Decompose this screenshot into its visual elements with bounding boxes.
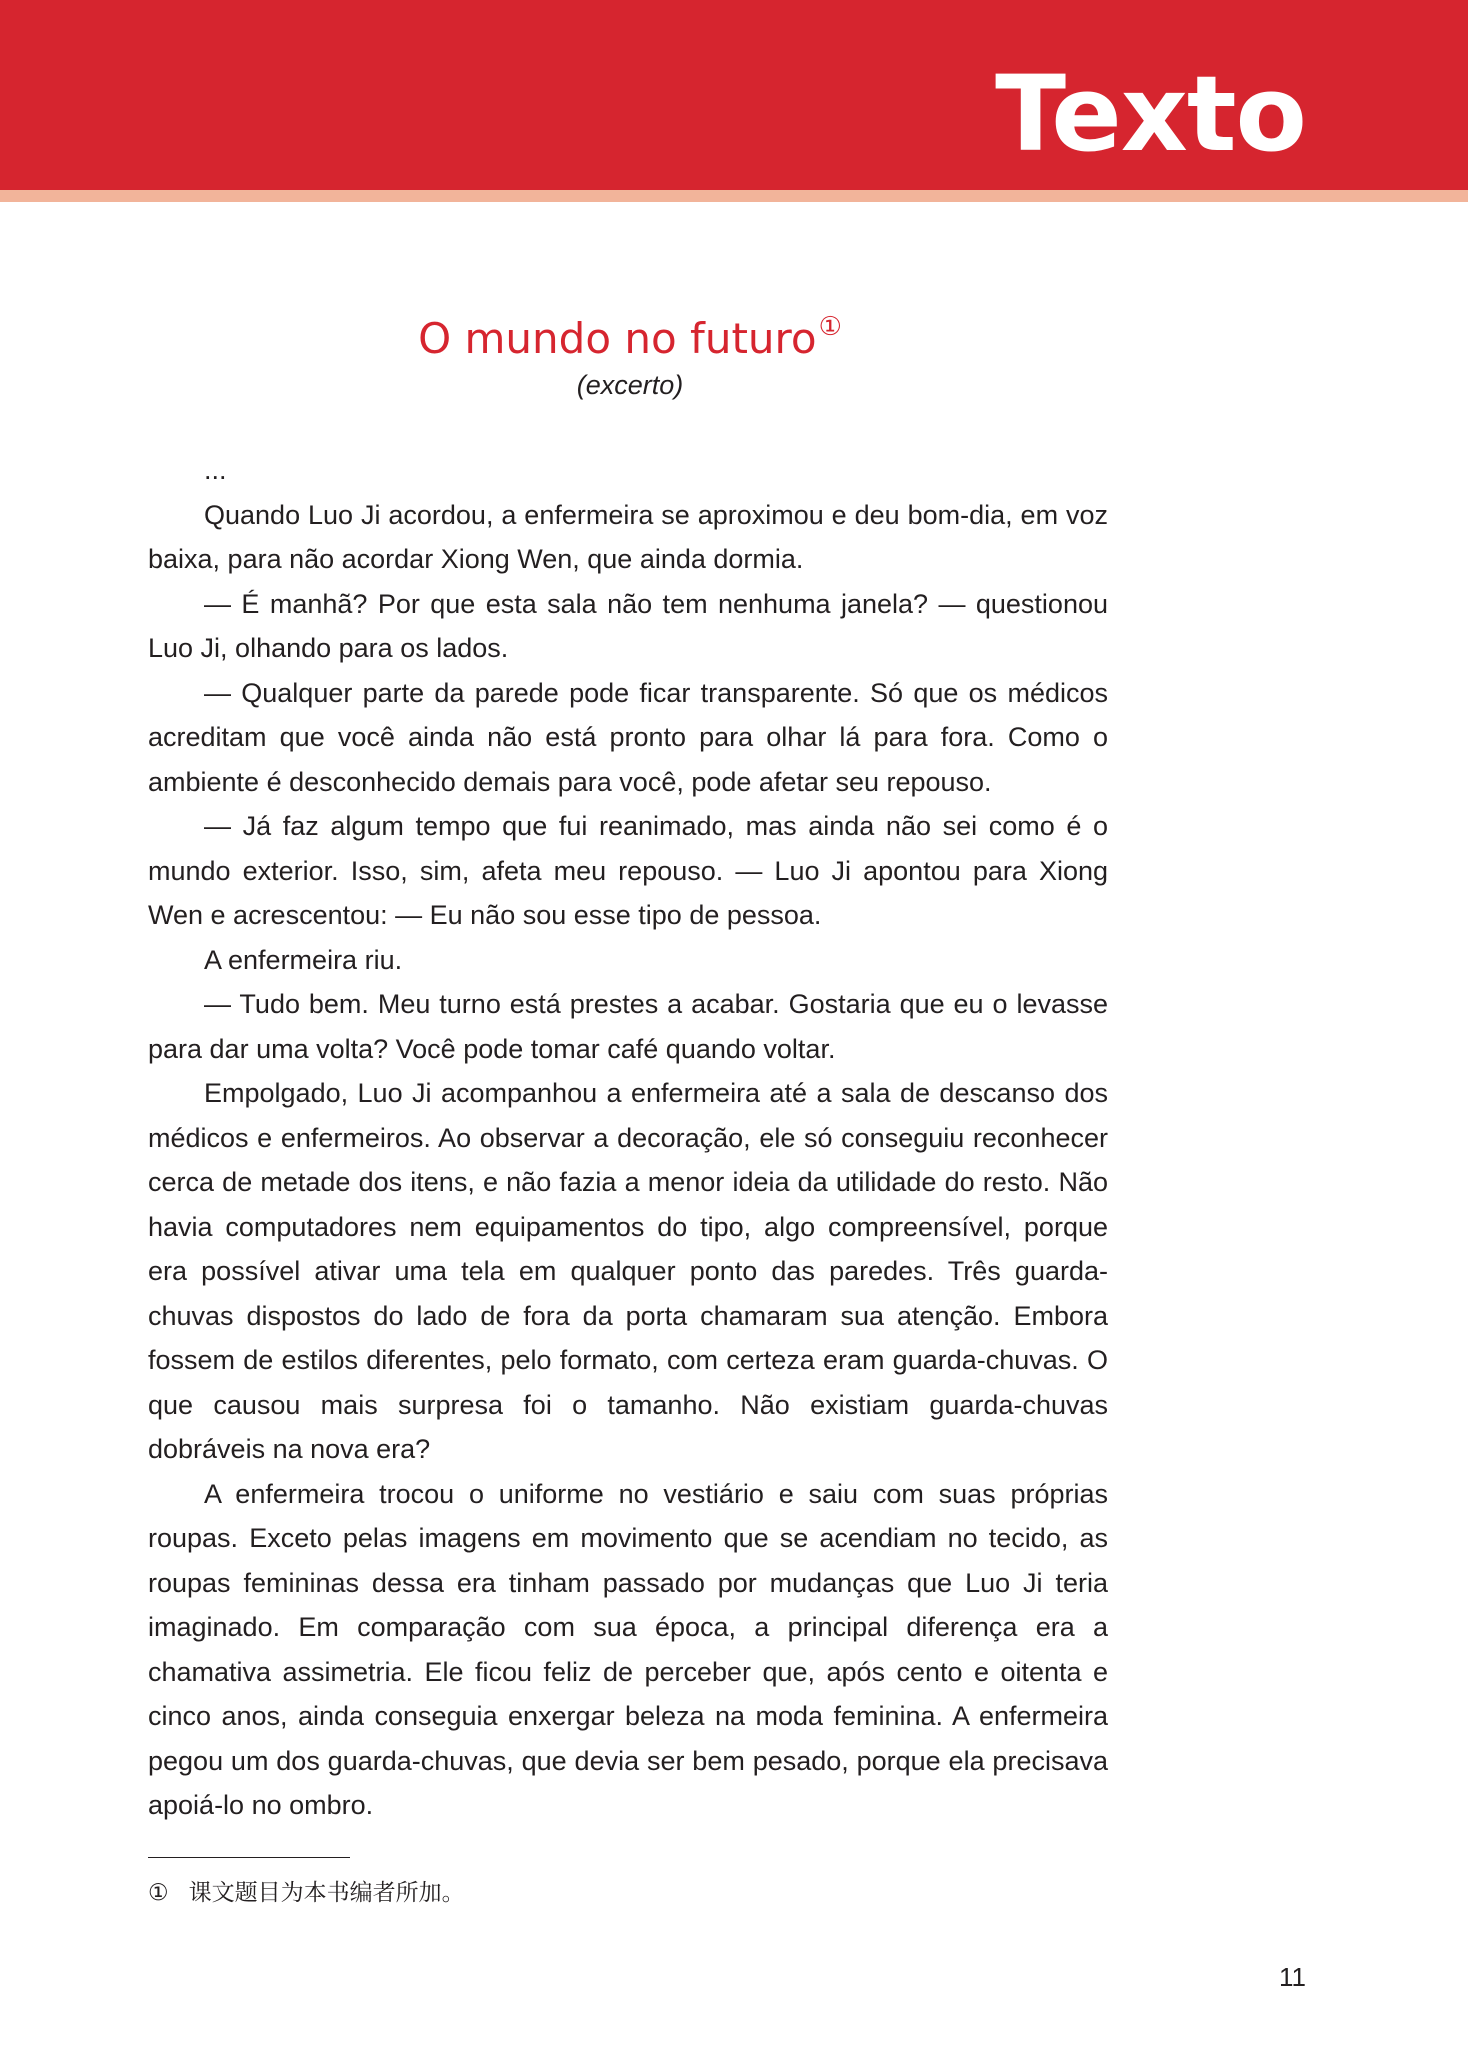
paragraph: — Qualquer parte da parede pode ficar transparente. Só que os médicos acreditam que você ainda não está pronto para olhar lá para fora. Como o ambiente é desconhecido demais para você, pode afetar seu repouso. (148, 677, 1108, 797)
page-number: 11 (1279, 1962, 1306, 1992)
paragraph: ... (204, 455, 227, 485)
title-footnote-mark: ① (818, 312, 842, 342)
footnote (148, 1874, 465, 1907)
paragraph: — É manhã? Por que esta sala não tem nenhuma janela? — questionou Luo Ji, olhando para os lados. (148, 588, 1108, 663)
paragraph: — Tudo bem. Meu turno está prestes a acabar. Gostaria que eu o levasse para dar uma volta? Você pode tomar café quando voltar. (148, 989, 1108, 1064)
article-subtitle: (excerto) (576, 370, 684, 401)
paragraph: Quando Luo Ji acordou, a enfermeira se aproximou e deu bom-dia, em voz baixa, para não acordar Xiong Wen, que ainda dormia. (148, 499, 1108, 574)
article-body (148, 448, 1108, 1828)
title-block (0, 312, 1260, 401)
footnote-text: 课文题目为本书编者所加。 (188, 1880, 465, 1906)
footnote-mark: ① (148, 1880, 169, 1906)
paragraph: Empolgado, Luo Ji acompanhou a enfermeira até a sala de descanso dos médicos e enfermeiros. Ao observar a decoração, ele só conseguiu reconhecer cerca de metade dos itens, e não fazia a menor ideia da utilidade do resto. Não havia computadores nem equipamentos do tipo, algo compreensível, porque era possível ativar uma tela em qualquer ponto das paredes. Três guarda-chuvas dispostos do lado de fora da porta chamaram sua atenção. Embora fossem de estilos diferentes, pelo formato, com certeza eram guarda-chuvas. O que causou mais surpresa foi o tamanho. Não existiam guarda-chuvas dobráveis na nova era? (148, 1078, 1108, 1464)
footnote-divider (148, 1857, 350, 1858)
article-title-text: O mundo no futuro (418, 314, 817, 363)
paragraph: A enfermeira trocou o uniforme no vestiário e saiu com suas próprias roupas. Exceto pelas imagens em movimento que se acendiam no tecido, as roupas femininas dessa era tinham passado por mudanças que Luo Ji teria imaginado. Em comparação com sua época, a principal diferença era a chamativa assimetria. Ele ficou feliz de perceber que, após cento e oitenta e cinco anos, ainda conseguia enxergar beleza na moda feminina. A enfermeira pegou um dos guarda-chuvas, que devia ser bem pesado, porque ela precisava apoiá-lo no ombro. (148, 1478, 1108, 1820)
paragraph: — Já faz algum tempo que fui reanimado, mas ainda não sei como é o mundo exterior. Isso, sim, afeta meu repouso. — Luo Ji apontou para Xiong Wen e acrescentou: — Eu não sou esse tipo de pessoa. (148, 811, 1108, 930)
section-title: Texto (995, 53, 1306, 175)
header-stripe (0, 190, 1468, 202)
paragraph: A enfermeira riu. (204, 944, 403, 975)
article-title (0, 312, 1260, 364)
